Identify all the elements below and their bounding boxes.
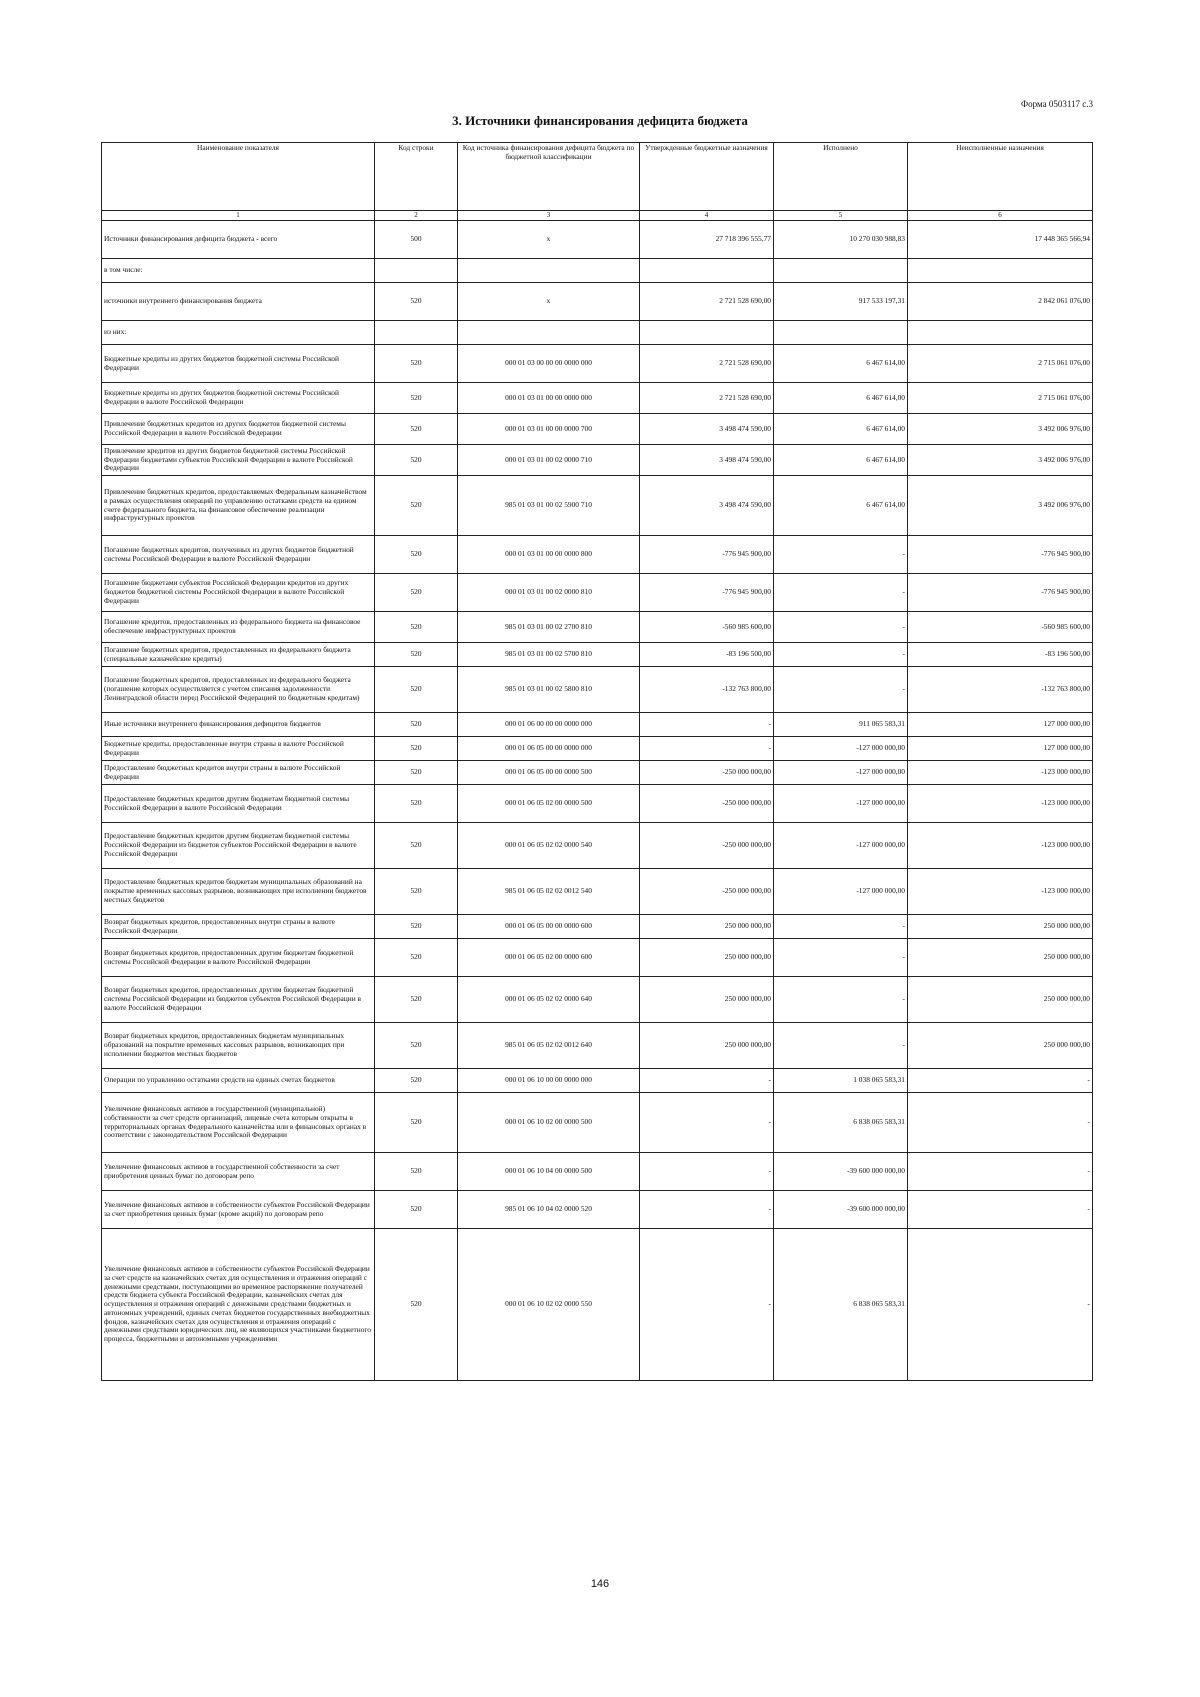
table-cell-approved: -250 000 000,00 xyxy=(640,823,774,869)
column-number: 2 xyxy=(375,211,458,221)
table-cell-name: Предоставление бюджетных кредитов внутри страны в валюте Российской Федерации xyxy=(102,761,375,785)
table-cell-line-code xyxy=(375,259,458,283)
table-cell-executed xyxy=(774,321,908,345)
column-number: 4 xyxy=(640,211,774,221)
table-cell-line-code: 520 xyxy=(375,1069,458,1093)
table-cell-executed: - xyxy=(774,612,908,643)
table-row xyxy=(102,259,1093,283)
table-cell-name: Увеличение финансовых активов в собственности субъектов Российской Федерации за счет средств на казначейских счетах для осуществления и отражения операций с денежными средствами, поступающими во временное распоряжение получателей средств бюджета субъекта Российской Федерации, казначейских счетах для осуществления и отражения операций с денежными средствами бюджетных и автономных учреждений, единых счетах бюджетов государственных внебюджетных фондов, казначейских счетах для осуществления и отражения операций с денежными средствами юридических лиц, не являющихся участниками бюджетного процесса, бюджетными и автономными учреждениями xyxy=(102,1229,375,1381)
table-cell-source-code: 000 01 03 00 00 00 0000 000 xyxy=(458,345,640,383)
table-cell-line-code: 520 xyxy=(375,977,458,1023)
table-cell-line-code: 520 xyxy=(375,915,458,939)
table-cell-approved: 250 000 000,00 xyxy=(640,1023,774,1069)
table-cell-line-code: 520 xyxy=(375,445,458,476)
table-cell-executed: - xyxy=(774,643,908,667)
table-cell-source-code: x xyxy=(458,283,640,321)
table-cell-remaining: 2 842 061 076,00 xyxy=(908,283,1093,321)
header-row xyxy=(102,143,1093,211)
table-row xyxy=(102,1229,1093,1381)
table-cell-source-code: 000 01 03 01 00 02 0000 710 xyxy=(458,445,640,476)
table-cell-executed: 6 467 614,00 xyxy=(774,383,908,414)
column-numbers-row xyxy=(102,211,1093,221)
table-cell-line-code: 520 xyxy=(375,869,458,915)
table-cell-line-code: 520 xyxy=(375,283,458,321)
table-cell-name: Источники финансирования дефицита бюджета - всего xyxy=(102,221,375,259)
table-cell-remaining xyxy=(908,321,1093,345)
table-row xyxy=(102,785,1093,823)
table-cell-source-code: 000 01 06 10 04 00 0000 500 xyxy=(458,1153,640,1191)
table-cell-executed: 6 838 065 583,31 xyxy=(774,1229,908,1381)
financing-sources-table xyxy=(101,142,1093,1381)
table-cell-remaining: 127 000 000,00 xyxy=(908,737,1093,761)
table-cell-line-code: 520 xyxy=(375,612,458,643)
table-cell-executed: 6 467 614,00 xyxy=(774,414,908,445)
table-row xyxy=(102,977,1093,1023)
table-cell-executed: -127 000 000,00 xyxy=(774,761,908,785)
table-cell-source-code: 000 01 06 05 02 00 0000 500 xyxy=(458,785,640,823)
table-cell-remaining: - xyxy=(908,1069,1093,1093)
table-row xyxy=(102,1093,1093,1153)
table-cell-approved: 27 718 396 555,77 xyxy=(640,221,774,259)
table-cell-line-code: 520 xyxy=(375,643,458,667)
table-row xyxy=(102,1069,1093,1093)
table-cell-source-code: 000 01 06 10 02 00 0000 500 xyxy=(458,1093,640,1153)
table-cell-remaining: - xyxy=(908,1093,1093,1153)
table-cell-remaining: - xyxy=(908,1229,1093,1381)
table-cell-line-code: 520 xyxy=(375,713,458,737)
table-cell-source-code: 000 01 06 05 00 00 0000 600 xyxy=(458,915,640,939)
table-row xyxy=(102,667,1093,713)
table-row xyxy=(102,939,1093,977)
table-cell-line-code: 520 xyxy=(375,1153,458,1191)
table-cell-source-code xyxy=(458,321,640,345)
form-number: Форма 0503117 с.3 xyxy=(1020,99,1093,109)
table-row xyxy=(102,915,1093,939)
table-cell-source-code: 000 01 06 05 02 02 0000 540 xyxy=(458,823,640,869)
table-cell-line-code: 520 xyxy=(375,761,458,785)
table-cell-executed: - xyxy=(774,1023,908,1069)
table-cell-approved: - xyxy=(640,1153,774,1191)
table-cell-source-code: 985 01 06 05 02 02 0012 540 xyxy=(458,869,640,915)
table-cell-line-code: 520 xyxy=(375,785,458,823)
table-row xyxy=(102,476,1093,536)
table-cell-remaining: 2 715 061 076,00 xyxy=(908,345,1093,383)
table-cell-executed: -39 600 000 000,00 xyxy=(774,1153,908,1191)
table-cell-source-code: 985 01 03 01 00 02 5700 810 xyxy=(458,643,640,667)
table-cell-executed: - xyxy=(774,667,908,713)
table-cell-approved: -776 945 900,00 xyxy=(640,536,774,574)
table-cell-executed: -127 000 000,00 xyxy=(774,785,908,823)
table-cell-name: Возврат бюджетных кредитов, предоставленных внутри страны в валюте Российской Федерации xyxy=(102,915,375,939)
column-header-remaining: Неисполненные назначения xyxy=(908,143,1093,211)
table-cell-remaining: -560 985 600,00 xyxy=(908,612,1093,643)
table-cell-line-code: 520 xyxy=(375,737,458,761)
table-cell-line-code: 520 xyxy=(375,476,458,536)
table-cell-approved: 3 498 474 590,00 xyxy=(640,476,774,536)
table-row xyxy=(102,1191,1093,1229)
table-cell-name: Предоставление бюджетных кредитов другим бюджетам бюджетной системы Российской Федерации в валюте Российской Федерации xyxy=(102,785,375,823)
table-cell-approved: 250 000 000,00 xyxy=(640,977,774,1023)
table-cell-remaining: 17 448 365 566,94 xyxy=(908,221,1093,259)
table-row xyxy=(102,823,1093,869)
table-cell-approved: -250 000 000,00 xyxy=(640,761,774,785)
table-row xyxy=(102,737,1093,761)
table-cell-executed: - xyxy=(774,977,908,1023)
table-cell-name: Привлечение бюджетных кредитов из других бюджетов бюджетной системы Российской Федерации в валюте Российской Федерации xyxy=(102,414,375,445)
table-cell-line-code: 520 xyxy=(375,1093,458,1153)
table-cell-line-code: 520 xyxy=(375,574,458,612)
table-cell-source-code: 000 01 06 00 00 00 0000 000 xyxy=(458,713,640,737)
table-row xyxy=(102,612,1093,643)
table-row xyxy=(102,221,1093,259)
table-cell-source-code: 000 01 06 05 00 00 0000 500 xyxy=(458,761,640,785)
table-cell-remaining: - xyxy=(908,1153,1093,1191)
table-cell-line-code: 520 xyxy=(375,536,458,574)
table-cell-source-code: 000 01 03 01 00 00 0000 700 xyxy=(458,414,640,445)
table-cell-executed: -39 600 000 000,00 xyxy=(774,1191,908,1229)
table-cell-approved: 250 000 000,00 xyxy=(640,915,774,939)
table-cell-name: Погашение кредитов, предоставленных из федерального бюджета на финансовое обеспечение инфраструктурных проектов xyxy=(102,612,375,643)
table-cell-name: Операции по управлению остатками средств на единых счетах бюджетов xyxy=(102,1069,375,1093)
table-cell-name: Погашение бюджетами субъектов Российской Федерации кредитов из других бюджетов бюджетной системы Российской Федерации в валюте Российской Федерации xyxy=(102,574,375,612)
table-cell-executed: 1 038 065 583,31 xyxy=(774,1069,908,1093)
table-cell-remaining xyxy=(908,259,1093,283)
table-cell-remaining: 250 000 000,00 xyxy=(908,977,1093,1023)
table-cell-approved: -132 763 800,00 xyxy=(640,667,774,713)
table-cell-executed: 6 838 065 583,31 xyxy=(774,1093,908,1153)
table-cell-source-code: 985 01 03 01 00 02 2700 810 xyxy=(458,612,640,643)
table-cell-remaining: -776 945 900,00 xyxy=(908,536,1093,574)
table-cell-source-code: 985 01 03 01 00 02 5900 710 xyxy=(458,476,640,536)
table-cell-name: источники внутреннего финансирования бюджета xyxy=(102,283,375,321)
table-cell-approved xyxy=(640,259,774,283)
table-cell-source-code: 000 01 06 05 02 02 0000 640 xyxy=(458,977,640,1023)
table-cell-remaining: -123 000 000,00 xyxy=(908,761,1093,785)
table-cell-executed: 911 065 583,31 xyxy=(774,713,908,737)
table-cell-name: Возврат бюджетных кредитов, предоставленных другим бюджетам бюджетной системы Российской Федерации из бюджетов субъектов Российской Федерации в валюте Российской Федерации xyxy=(102,977,375,1023)
column-number: 5 xyxy=(774,211,908,221)
table-cell-executed: - xyxy=(774,915,908,939)
table-cell-source-code xyxy=(458,259,640,283)
table-cell-line-code: 520 xyxy=(375,939,458,977)
table-cell-remaining: 127 000 000,00 xyxy=(908,713,1093,737)
table-cell-line-code: 520 xyxy=(375,1023,458,1069)
table-cell-line-code: 500 xyxy=(375,221,458,259)
column-number: 1 xyxy=(102,211,375,221)
table-row xyxy=(102,761,1093,785)
table-cell-remaining: -123 000 000,00 xyxy=(908,785,1093,823)
table-row xyxy=(102,869,1093,915)
column-header-line-code: Код строки xyxy=(375,143,458,211)
column-header-name: Наименование показателя xyxy=(102,143,375,211)
column-header-approved: Утвержденные бюджетные назначения xyxy=(640,143,774,211)
table-cell-source-code: x xyxy=(458,221,640,259)
table-cell-remaining: -776 945 900,00 xyxy=(908,574,1093,612)
table-cell-name: Увеличение финансовых активов в государственной (муниципальной) собственности за счет средств организаций, лицевые счета которым открыты в территориальных органах Федерального казначейства или в финансовых органах в соответствии с законодательством Российской Федерации xyxy=(102,1093,375,1153)
table-cell-approved: 250 000 000,00 xyxy=(640,939,774,977)
table-cell-approved: - xyxy=(640,713,774,737)
table-cell-source-code: 000 01 03 01 00 00 0000 800 xyxy=(458,536,640,574)
column-header-source-code: Код источника финансирования дефицита бюджета по бюджетной классификации xyxy=(458,143,640,211)
table-cell-remaining: 250 000 000,00 xyxy=(908,939,1093,977)
table-cell-remaining: 3 492 006 976,00 xyxy=(908,414,1093,445)
table-cell-line-code: 520 xyxy=(375,345,458,383)
column-number: 3 xyxy=(458,211,640,221)
table-cell-source-code: 000 01 06 10 00 00 0000 000 xyxy=(458,1069,640,1093)
table-cell-name: Бюджетные кредиты из других бюджетов бюджетной системы Российской Федерации в валюте Российской Федерации xyxy=(102,383,375,414)
table-row xyxy=(102,283,1093,321)
table-cell-name: Иные источники внутреннего финансирования дефицитов бюджетов xyxy=(102,713,375,737)
table-cell-line-code: 520 xyxy=(375,1229,458,1381)
table-cell-source-code: 985 01 03 01 00 02 5800 810 xyxy=(458,667,640,713)
table-cell-approved: 2 721 528 690,00 xyxy=(640,345,774,383)
table-cell-name: Привлечение кредитов из других бюджетов бюджетной системы Российской Федерации бюджетами субъектов Российской Федерации в валюте Российской Федерации xyxy=(102,445,375,476)
table-body xyxy=(102,221,1093,1381)
table-cell-name: Увеличение финансовых активов в собственности субъектов Российской Федерации за счет приобретения ценных бумаг (кроме акций) по договорам репо xyxy=(102,1191,375,1229)
table-cell-name: Бюджетные кредиты из других бюджетов бюджетной системы Российской Федерации xyxy=(102,345,375,383)
table-cell-source-code: 000 01 03 01 00 00 0000 000 xyxy=(458,383,640,414)
table-cell-remaining: 250 000 000,00 xyxy=(908,915,1093,939)
table-cell-executed: - xyxy=(774,939,908,977)
table-cell-executed: - xyxy=(774,536,908,574)
table-cell-approved: -560 985 600,00 xyxy=(640,612,774,643)
table-cell-name: Погашение бюджетных кредитов, предоставленных из федерального бюджета (специальные казначейские кредиты) xyxy=(102,643,375,667)
table-cell-executed: -127 000 000,00 xyxy=(774,737,908,761)
table-row xyxy=(102,414,1093,445)
table-cell-name: Привлечение бюджетных кредитов, предоставляемых Федеральным казначейством в рамках осуществления операций по управлению остатками средств на едином счете федерального бюджета, на финансовое обеспечение реализации инфраструктурных проектов xyxy=(102,476,375,536)
table-cell-name: Погашение бюджетных кредитов, полученных из других бюджетов бюджетной системы Российской Федерации в валюте Российской Федерации xyxy=(102,536,375,574)
column-number: 6 xyxy=(908,211,1093,221)
table-cell-executed: -127 000 000,00 xyxy=(774,823,908,869)
table-cell-approved: - xyxy=(640,1093,774,1153)
table-cell-line-code: 520 xyxy=(375,823,458,869)
table-row xyxy=(102,1153,1093,1191)
table-cell-approved: -83 196 500,00 xyxy=(640,643,774,667)
table-cell-executed: 6 467 614,00 xyxy=(774,345,908,383)
table-row xyxy=(102,445,1093,476)
table-cell-remaining: -123 000 000,00 xyxy=(908,869,1093,915)
table-cell-approved: - xyxy=(640,1229,774,1381)
table-row xyxy=(102,383,1093,414)
table-cell-source-code: 985 01 06 10 04 02 0000 520 xyxy=(458,1191,640,1229)
table-cell-name: в том числе: xyxy=(102,259,375,283)
table-cell-name: Бюджетные кредиты, предоставленные внутри страны в валюте Российской Федерации xyxy=(102,737,375,761)
table-cell-line-code: 520 xyxy=(375,667,458,713)
table-cell-executed xyxy=(774,259,908,283)
table-cell-remaining: -123 000 000,00 xyxy=(908,823,1093,869)
table-cell-executed: 6 467 614,00 xyxy=(774,476,908,536)
page-number: 146 xyxy=(590,1578,610,1590)
table-cell-approved: -250 000 000,00 xyxy=(640,869,774,915)
table-cell-remaining: 250 000 000,00 xyxy=(908,1023,1093,1069)
table-row xyxy=(102,574,1093,612)
table-cell-executed: -127 000 000,00 xyxy=(774,869,908,915)
table-cell-remaining: -132 763 800,00 xyxy=(908,667,1093,713)
table-cell-approved: -776 945 900,00 xyxy=(640,574,774,612)
table-cell-approved: 2 721 528 690,00 xyxy=(640,383,774,414)
table-cell-remaining: 3 492 006 976,00 xyxy=(908,476,1093,536)
table-cell-approved xyxy=(640,321,774,345)
table-cell-source-code: 985 01 06 05 02 02 0012 640 xyxy=(458,1023,640,1069)
table-cell-approved: - xyxy=(640,1069,774,1093)
table-row xyxy=(102,345,1093,383)
table-row xyxy=(102,713,1093,737)
table-cell-remaining: 2 715 061 076,00 xyxy=(908,383,1093,414)
table-cell-name: из них: xyxy=(102,321,375,345)
table-cell-executed: 10 270 030 988,83 xyxy=(774,221,908,259)
table-cell-source-code: 000 01 06 05 02 00 0000 600 xyxy=(458,939,640,977)
table-cell-remaining: 3 492 006 976,00 xyxy=(908,445,1093,476)
table-cell-executed: 6 467 614,00 xyxy=(774,445,908,476)
table-cell-executed: - xyxy=(774,574,908,612)
table-cell-remaining: - xyxy=(908,1191,1093,1229)
table-cell-name: Предоставление бюджетных кредитов другим бюджетам бюджетной системы Российской Федерации из бюджетов субъектов Российской Федерации в валюте Российской Федерации xyxy=(102,823,375,869)
table-cell-name: Возврат бюджетных кредитов, предоставленных другим бюджетам бюджетной системы Российской Федерации в валюте Российской Федерации xyxy=(102,939,375,977)
table-cell-name: Погашение бюджетных кредитов, предоставленных из федерального бюджета (погашение которых осуществляется с учетом списания задолженности Ленинградской области перед Российской Федерацией по бюджетным кредитам) xyxy=(102,667,375,713)
table-row xyxy=(102,643,1093,667)
table-cell-source-code: 000 01 03 01 00 02 0000 810 xyxy=(458,574,640,612)
table-cell-name: Увеличение финансовых активов в государственной собственности за счет приобретения ценных бумаг по договорам репо xyxy=(102,1153,375,1191)
table-cell-source-code: 000 01 06 05 00 00 0000 000 xyxy=(458,737,640,761)
table-cell-source-code: 000 01 06 10 02 02 0000 550 xyxy=(458,1229,640,1381)
table-cell-approved: -250 000 000,00 xyxy=(640,785,774,823)
table-cell-line-code: 520 xyxy=(375,1191,458,1229)
page-title: 3. Источники финансирования дефицита бюджета xyxy=(452,113,748,128)
table-cell-name: Возврат бюджетных кредитов, предоставленных бюджетам муниципальных образований на покрытие временных кассовых разрывов, возникающих при исполнении бюджетов местных бюджетов xyxy=(102,1023,375,1069)
column-header-executed: Исполнено xyxy=(774,143,908,211)
table-cell-approved: 3 498 474 590,00 xyxy=(640,445,774,476)
table-cell-line-code: 520 xyxy=(375,383,458,414)
table-cell-approved: - xyxy=(640,1191,774,1229)
table-cell-approved: 2 721 528 690,00 xyxy=(640,283,774,321)
table-row xyxy=(102,1023,1093,1069)
table-cell-approved: - xyxy=(640,737,774,761)
table-cell-approved: 3 498 474 590,00 xyxy=(640,414,774,445)
table-row xyxy=(102,321,1093,345)
table-cell-remaining: -83 196 500,00 xyxy=(908,643,1093,667)
table-cell-line-code: 520 xyxy=(375,414,458,445)
table-cell-line-code xyxy=(375,321,458,345)
table-cell-name: Предоставление бюджетных кредитов бюджетам муниципальных образований на покрытие временных кассовых разрывов, возникающих при исполнении бюджетов местных бюджетов xyxy=(102,869,375,915)
table-row xyxy=(102,536,1093,574)
table-cell-executed: 917 533 197,31 xyxy=(774,283,908,321)
